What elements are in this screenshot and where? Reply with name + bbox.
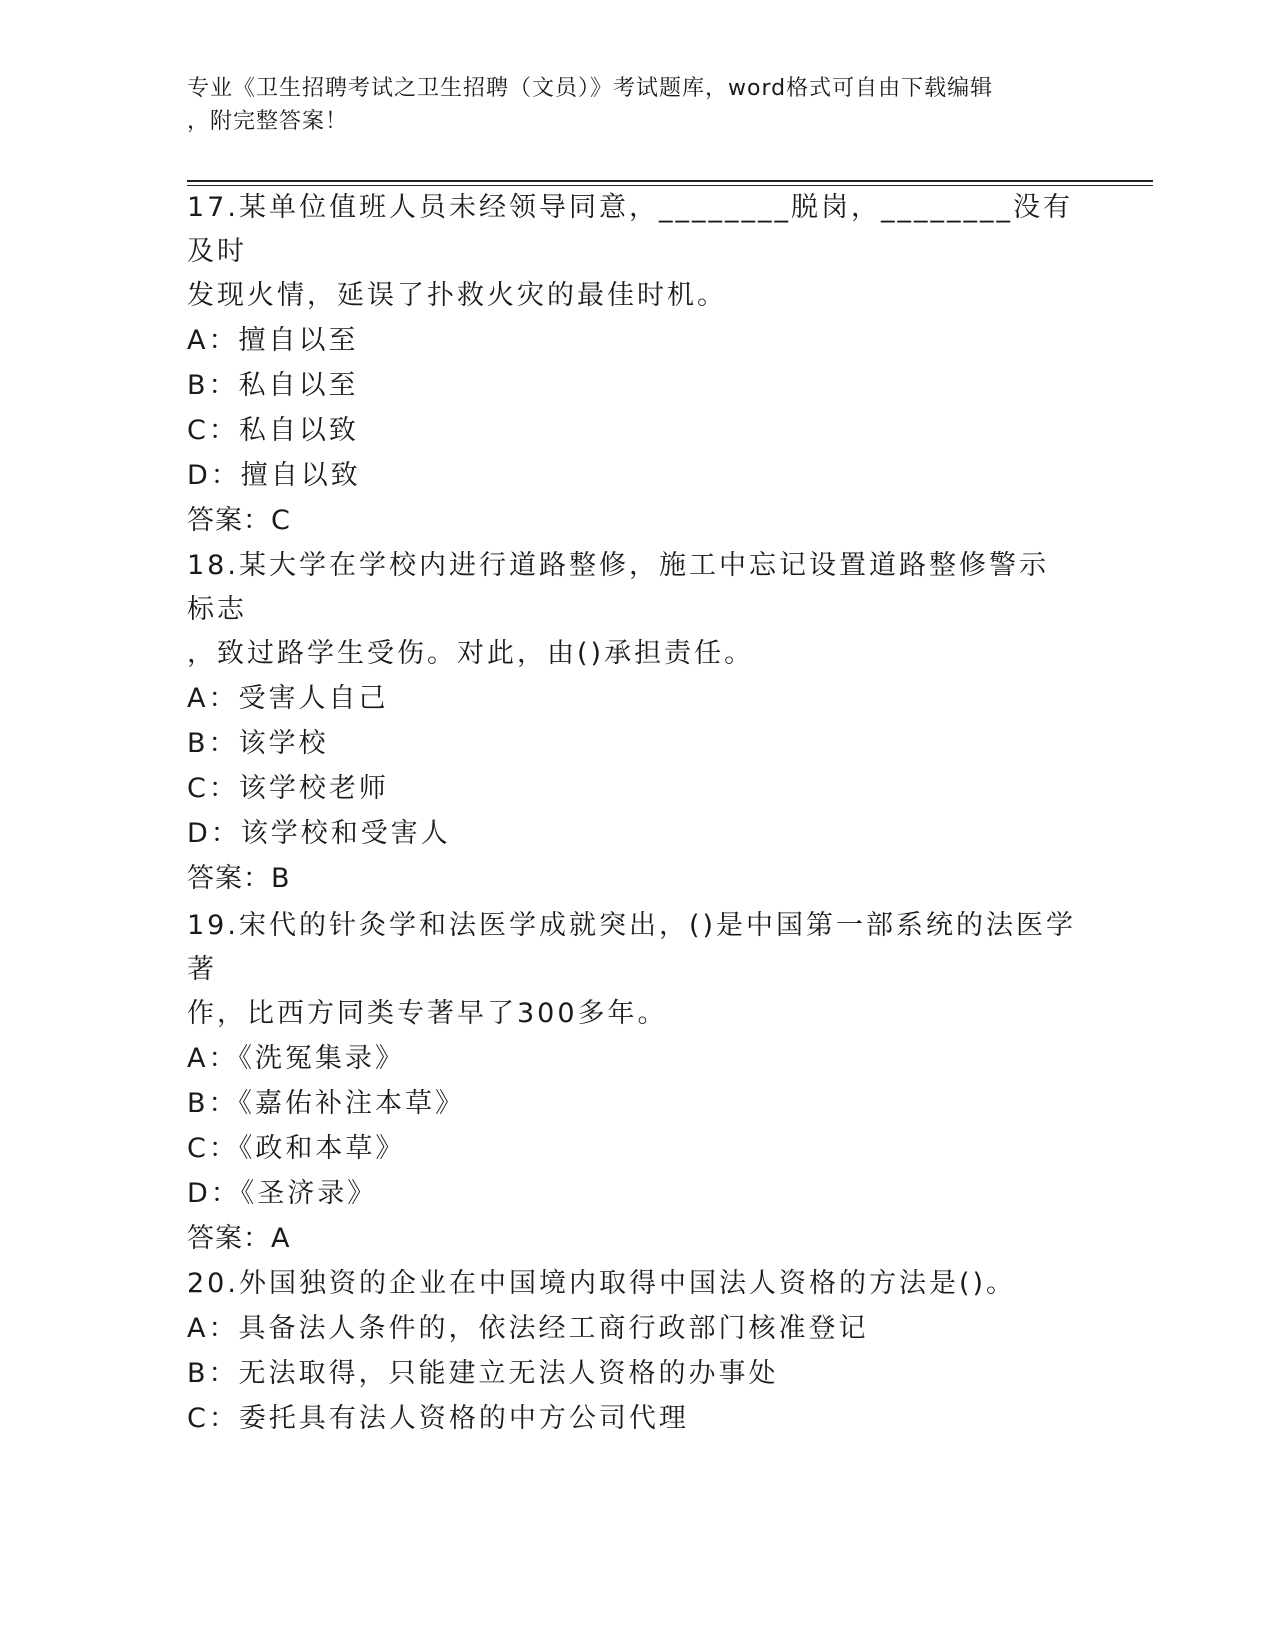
- option-b: B：《嘉佑补注本草》: [187, 1088, 466, 1119]
- option-b: B：私自以至: [187, 370, 359, 401]
- question-stem-line-1: 20.外国独资的企业在中国境内取得中国法人资格的方法是()。: [187, 1268, 1017, 1299]
- question-stem-line-2: 作，比西方同类专著早了300多年。: [187, 998, 668, 1029]
- option-b: B：该学校: [187, 728, 329, 759]
- option-d: D：该学校和受害人: [187, 818, 451, 849]
- header-line-2: ，附完整答案！: [187, 109, 349, 134]
- question-stem-line-2: 发现火情，延误了扑救火灾的最佳时机。: [187, 280, 727, 311]
- question-17: [187, 186, 1077, 543]
- option-d: D：擅自以致: [187, 460, 361, 491]
- option-c: C：委托具有法人资格的中方公司代理: [187, 1403, 689, 1434]
- question-stem-line-1: 17.某单位值班人员未经领导同意，________脱岗，________没有及时: [187, 192, 1073, 267]
- header-divider-thick: [187, 180, 1153, 182]
- answer: 答案：A: [187, 1223, 291, 1254]
- answer: 答案：B: [187, 863, 291, 894]
- question-19: [187, 904, 1077, 1261]
- option-b: B：无法取得，只能建立无法人资格的办事处: [187, 1358, 779, 1389]
- document-header: [187, 72, 1067, 138]
- question-18: [187, 544, 1077, 901]
- option-c: C：该学校老师: [187, 773, 389, 804]
- question-stem-line-1: 19.宋代的针灸学和法医学成就突出，()是中国第一部系统的法医学著: [187, 910, 1077, 985]
- option-a: A：擅自以至: [187, 325, 359, 356]
- question-stem-line-2: ，致过路学生受伤。对此，由()承担责任。: [187, 638, 755, 669]
- option-c: C：《政和本草》: [187, 1133, 406, 1164]
- question-stem-line-1: 18.某大学在学校内进行道路整修，施工中忘记设置道路整修警示标志: [187, 550, 1049, 625]
- answer: 答案：C: [187, 505, 291, 536]
- header-line-1: 专业《卫生招聘考试之卫生招聘（文员）》考试题库，word格式可自由下载编辑: [187, 76, 994, 101]
- option-c: C：私自以致: [187, 415, 359, 446]
- option-a: A：具备法人条件的，依法经工商行政部门核准登记: [187, 1313, 869, 1344]
- option-a: A：《洗冤集录》: [187, 1043, 405, 1074]
- question-20: [187, 1262, 1077, 1441]
- option-a: A：受害人自己: [187, 683, 389, 714]
- option-d: D：《圣济录》: [187, 1178, 378, 1209]
